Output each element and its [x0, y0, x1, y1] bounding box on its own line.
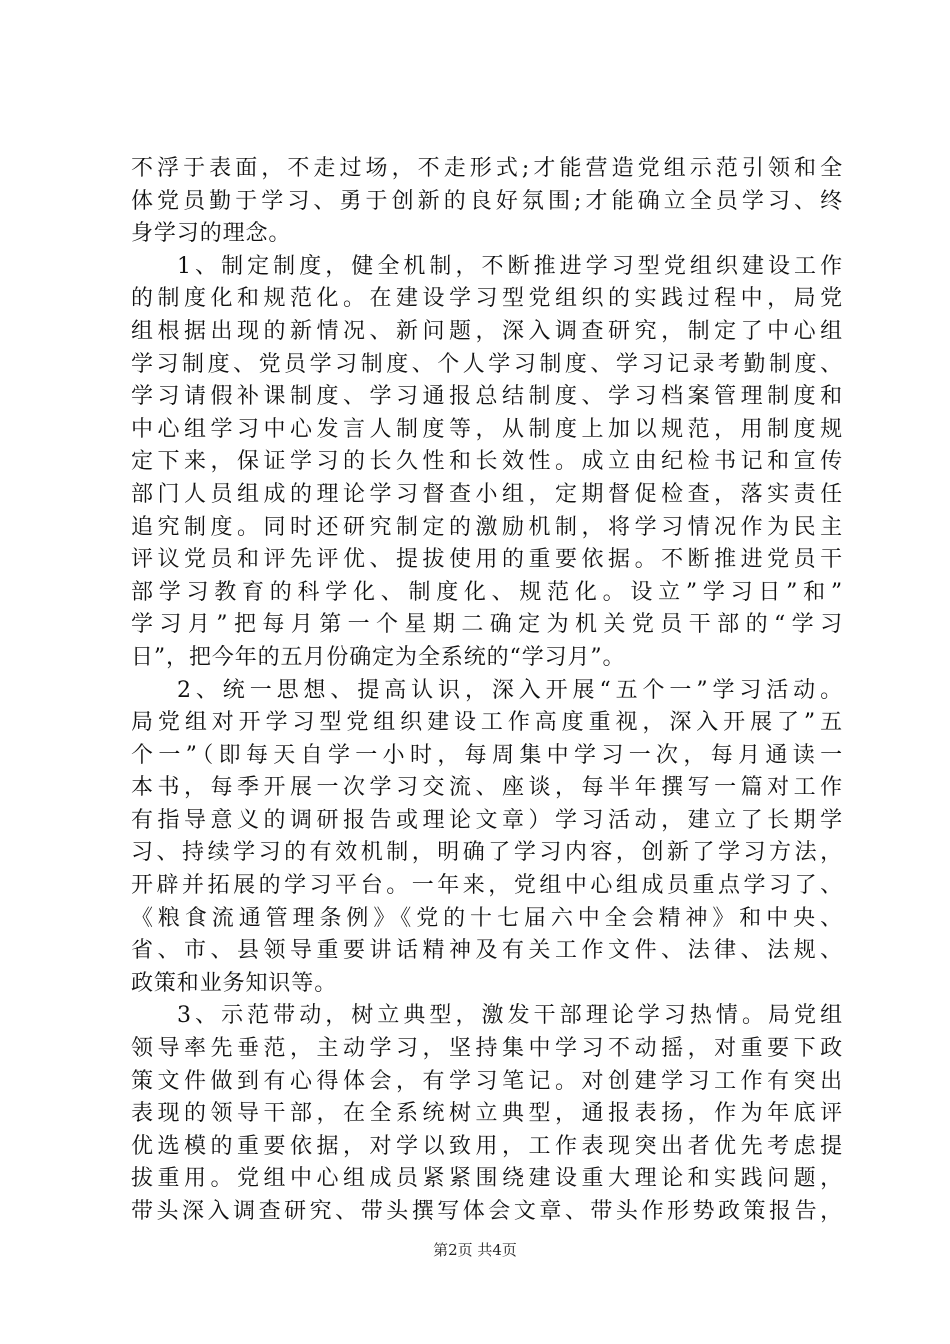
- text-line: 领导率先垂范，主动学习，坚持集中学习不动摇，对重要下政: [131, 1036, 843, 1062]
- text-line: 部门人员组成的理论学习督查小组，定期督促检查，落实责任: [131, 481, 843, 507]
- text-line: 定下来，保证学习的长久性和长效性。成立由纪检书记和宣传: [131, 449, 843, 475]
- text-line: 身学习的理念。: [131, 221, 292, 247]
- text-line: 优选模的重要依据，对学以致用，工作表现突出者优先考虑提: [131, 1133, 843, 1159]
- text-line: 日”，把今年的五月份确定为全系统的“学习月”。: [131, 644, 626, 670]
- text-line: 带头深入调查研究、带头撰写体会文章、带头作形势政策报告，: [131, 1199, 843, 1224]
- text-line: 表现的领导干部，在全系统树立典型，通报表扬，作为年底评: [131, 1101, 843, 1127]
- text-line: 部学习教育的科学化、制度化、规范化。设立”学习日”和”: [131, 579, 843, 605]
- text-line: 评议党员和评先评优、提拔使用的重要依据。不断推进党员干: [131, 547, 843, 573]
- text-line: 拔重用。党组中心组成员紧紧围绕建设重大理论和实践问题，: [131, 1166, 843, 1192]
- text-line: 政策和业务知识等。: [131, 970, 338, 996]
- text-line: 3、示范带动，树立典型，激发干部理论学习热情。局党组: [177, 1003, 843, 1029]
- text-line: 局党组对开学习型党组织建设工作高度重视，深入开展了”五: [131, 710, 843, 736]
- text-line: 1、制定制度，健全机制，不断推进学习型党组织建设工作: [177, 253, 843, 279]
- text-line: 本书，每季开展一次学习交流、座谈，每半年撰写一篇对工作: [131, 775, 843, 801]
- text-line: 的制度化和规范化。在建设学习型党组织的实践过程中，局党: [131, 286, 843, 312]
- text-line: 2、统一思想、提高认识，深入开展“五个一”学习活动。: [177, 677, 843, 703]
- text-line: 习、持续学习的有效机制，明确了学习内容，创新了学习方法，: [131, 840, 843, 866]
- text-line: 学习请假补课制度、学习通报总结制度、学习档案管理制度和: [131, 384, 843, 410]
- text-line: 体党员勤于学习、勇于创新的良好氛围;才能确立全员学习、终: [131, 188, 843, 214]
- page-footer: 第2页 共4页: [433, 1241, 517, 1259]
- text-line: 省、市、县领导重要讲话精神及有关工作文件、法律、法规、: [131, 938, 843, 964]
- text-line: 组根据出现的新情况、新问题，深入调查研究，制定了中心组: [131, 318, 843, 344]
- text-line: 不浮于表面，不走过场，不走形式;才能营造党组示范引领和全: [131, 156, 843, 181]
- text-line: 学习月”把每月第一个星期二确定为机关党员干部的“学习: [131, 612, 843, 638]
- text-line: 开辟并拓展的学习平台。一年来，党组中心组成员重点学习了、: [131, 873, 843, 899]
- text-line: 个一”（即每天自学一小时，每周集中学习一次，每月通读一: [131, 742, 843, 768]
- text-line: 有指导意义的调研报告或理论文章）学习活动，建立了长期学: [131, 807, 843, 833]
- text-line: 追究制度。同时还研究制定的激励机制，将学习情况作为民主: [131, 514, 843, 540]
- text-line: 策文件做到有心得体会，有学习笔记。对创建学习工作有突出: [131, 1068, 843, 1094]
- text-line: 中心组学习中心发言人制度等，从制度上加以规范，用制度规: [131, 416, 843, 442]
- document-body: [131, 153, 843, 1229]
- text-line: 学习制度、党员学习制度、个人学习制度、学习记录考勤制度、: [131, 351, 843, 377]
- text-line: 《粮食流通管理条例》《党的十七届六中全会精神》和中央、: [131, 905, 843, 931]
